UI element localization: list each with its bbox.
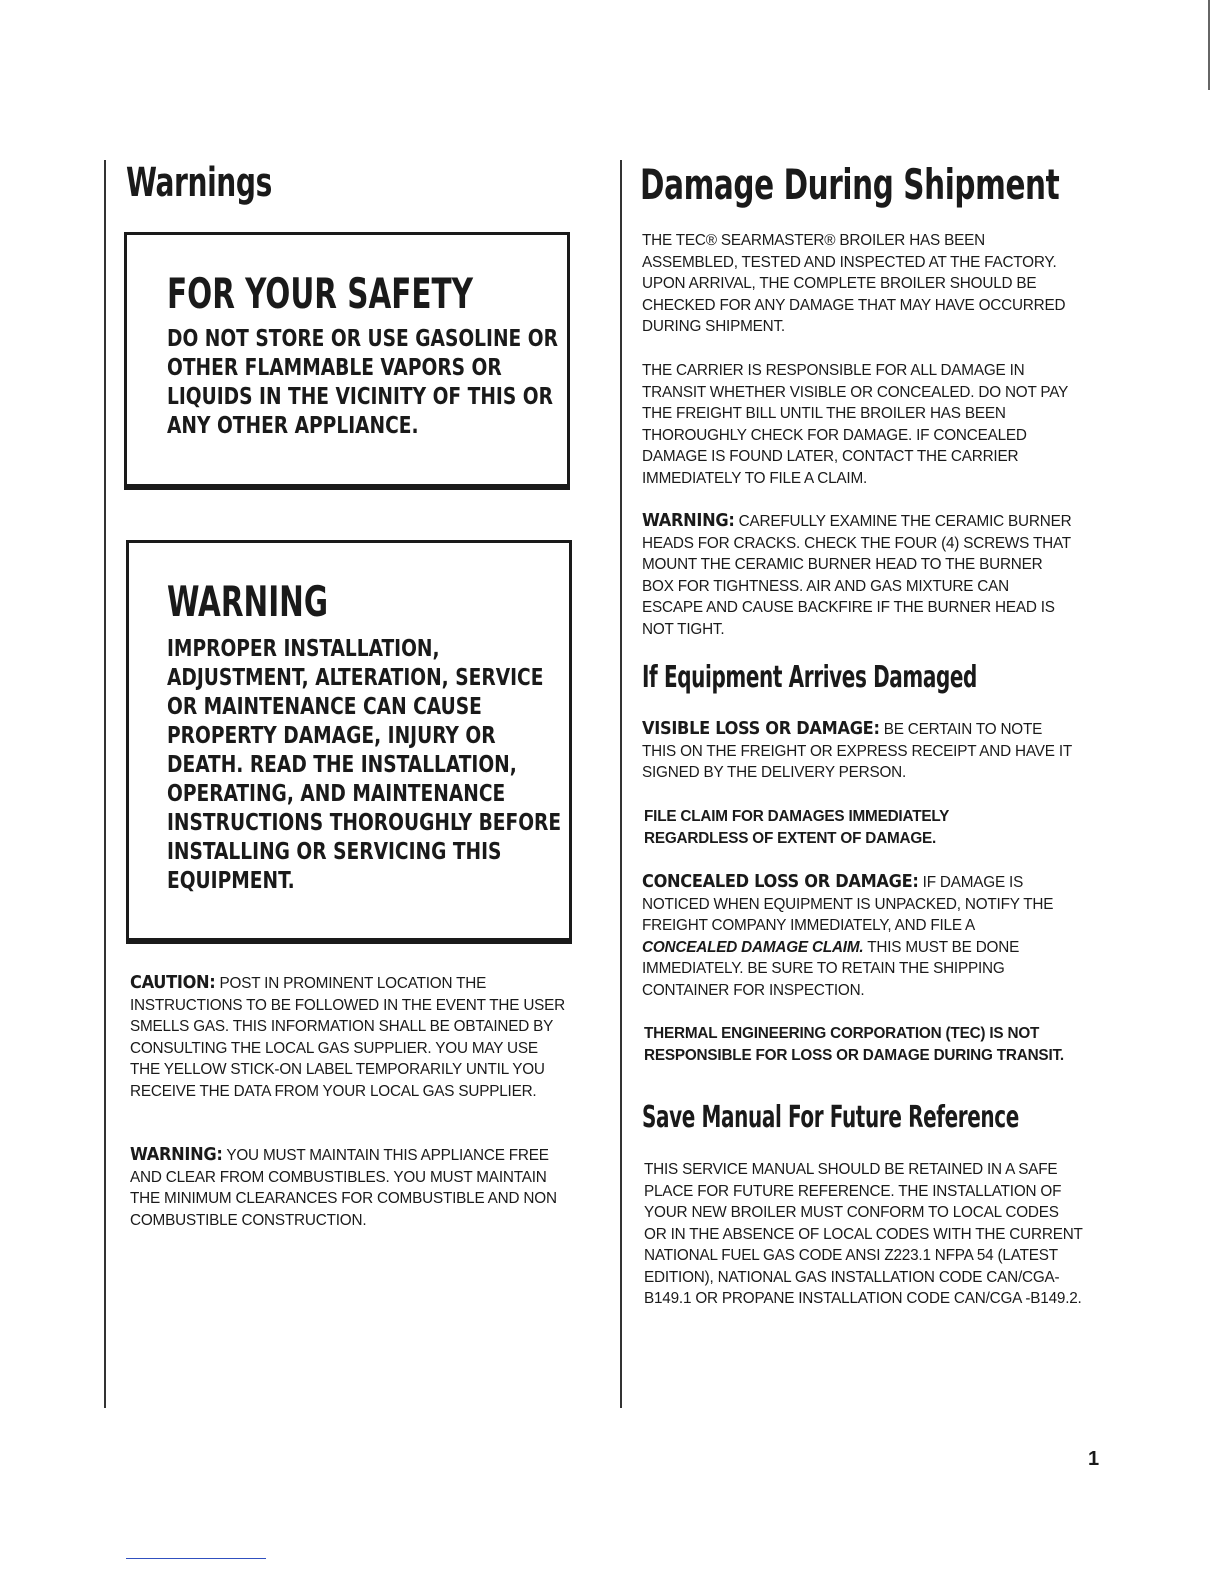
caution-text: POST IN PROMINENT LOCATION THE INSTRUCTIONS TO BE FOLLOWED IN THE EVENT THE USER SMELLS GAS. THIS INFORMATION SHALL BE OBTAINED BY CONSULTING THE LOCAL GAS SUPPLIER. YOU MAY USE THE YELLOW STICK-ON LABEL TEMPORARILY UNTIL YOU RECEIVE THE DATA FROM YOUR LOCAL GAS SUPPLIER.	[130, 975, 566, 1100]
page-number: 1	[1088, 1448, 1100, 1470]
save-manual-paragraph: THIS SERVICE MANUAL SHOULD BE RETAINED IN A SAFE PLACE FOR FUTURE REFERENCE. THE INSTALLATION OF YOUR NEW BROILER MUST CONFORM TO LOCAL CODES OR IN THE ABSENCE OF LOCAL CODES WITH THE CURRENT NATIONAL FUEL GAS CODE ANSI Z223.1 NFPA 54 (LATEST EDITION), NATIONAL GAS INSTALLATION CODE CAN/CGA-B149.1 OR PROPANE INSTALLATION CODE CAN/CGA -B149.2.	[644, 1161, 1083, 1307]
shipment-warning-text: CAREFULLY EXAMINE THE CERAMIC BURNER HEADS FOR CRACKS. CHECK THE FOUR (4) SCREWS THAT MOUNT THE CERAMIC BURNER HEAD TO THE BURNER BOX FOR TIGHTNESS. AIR AND GAS MIXTURE CAN ESCAPE AND CAUSE BACKFIRE IF THE BURNER HEAD IS NOT TIGHT.	[642, 513, 1072, 638]
shipment-paragraph-2: THE CARRIER IS RESPONSIBLE FOR ALL DAMAGE IN TRANSIT WHETHER VISIBLE OR CONCEALED. DO NOT PAY THE FREIGHT BILL UNTIL THE BROILER HAS BEEN THOROUGHLY CHECK FOR DAMAGE. IF CONCEALED DAMAGE IS FOUND LATER, CONTACT THE CARRIER IMMEDIATELY TO FILE A CLAIM.	[642, 362, 1068, 487]
warning-note-label: WARNING:	[130, 1144, 223, 1165]
concealed-loss-text-b: THIS MUST BE DONE IMMEDIATELY. BE SURE TO RETAIN THE SHIPPING CONTAINER FOR INSPECTION.	[642, 938, 1020, 999]
shipment-warning-paragraph	[642, 510, 1072, 640]
tec-disclaimer-paragraph: THERMAL ENGINEERING CORPORATION (TEC) IS NOT RESPONSIBLE FOR LOSS OR DAMAGE DURING TRANSIT.	[644, 1025, 1064, 1064]
shipment-warning-label: WARNING:	[642, 510, 735, 531]
warnings-heading: Warnings	[126, 160, 272, 206]
footer-link-rule	[126, 1558, 266, 1559]
warning-box-title: WARNING	[167, 577, 329, 626]
column-divider-rule	[620, 160, 622, 1408]
damage-during-shipment-heading: Damage During Shipment	[640, 160, 1060, 209]
save-manual-subheading: Save Manual For Future Reference	[642, 1100, 1019, 1135]
warning-note-text: YOU MUST MAINTAIN THIS APPLIANCE FREE AND CLEAR FROM COMBUSTIBLES. YOU MUST MAINTAIN THE MINIMUM CLEARANCES FOR COMBUSTIBLE AND NON COMBUSTIBLE CONSTRUCTION.	[130, 1147, 557, 1229]
visible-loss-paragraph	[642, 718, 1072, 784]
warning-note-paragraph	[130, 1144, 570, 1231]
warning-box-body: IMPROPER INSTALLATION, ADJUSTMENT, ALTERATION, SERVICE OR MAINTENANCE CAN CAUSE PROPERTY DAMAGE, INJURY OR DEATH. READ THE INSTALLATION, OPERATING, AND MAINTENANCE INSTRUCTIONS THOROUGHLY BEFORE INSTALLING OR SERVICING THIS EQUIPMENT.	[167, 636, 562, 894]
right-edge-rule	[1208, 0, 1210, 90]
visible-loss-label: VISIBLE LOSS OR DAMAGE:	[642, 718, 880, 739]
concealed-claim-emphasis: CONCEALED DAMAGE CLAIM.	[642, 938, 864, 956]
file-claim-paragraph: FILE CLAIM FOR DAMAGES IMMEDIATELY REGARDLESS OF EXTENT OF DAMAGE.	[644, 808, 949, 847]
concealed-loss-label: CONCEALED LOSS OR DAMAGE:	[642, 871, 919, 892]
concealed-loss-paragraph	[642, 871, 1072, 1001]
equipment-damaged-subheading: If Equipment Arrives Damaged	[642, 660, 977, 695]
safety-box	[124, 232, 570, 490]
visible-loss-text: BE CERTAIN TO NOTE THIS ON THE FREIGHT OR EXPRESS RECEIPT AND HAVE IT SIGNED BY THE DELIVERY PERSON.	[642, 721, 1072, 781]
caution-paragraph	[130, 972, 570, 1102]
warning-box	[126, 540, 572, 944]
shipment-paragraph-1: THE TEC® SEARMASTER® BROILER HAS BEEN ASSEMBLED, TESTED AND INSPECTED AT THE FACTORY. UPON ARRIVAL, THE COMPLETE BROILER SHOULD BE CHECKED FOR ANY DAMAGE THAT MAY HAVE OCCURRED DURING SHIPMENT.	[642, 232, 1066, 335]
concealed-loss-text-a: IF DAMAGE IS NOTICED WHEN EQUIPMENT IS UNPACKED, NOTIFY THE FREIGHT COMPANY IMMEDIATELY, AND FILE A	[642, 874, 1054, 934]
safety-box-title: FOR YOUR SAFETY	[167, 269, 474, 318]
left-margin-rule	[104, 160, 106, 1408]
safety-box-body: DO NOT STORE OR USE GASOLINE OR OTHER FLAMMABLE VAPORS OR LIQUIDS IN THE VICINITY OF THIS OR ANY OTHER APPLIANCE.	[167, 326, 558, 439]
caution-label: CAUTION:	[130, 972, 216, 993]
